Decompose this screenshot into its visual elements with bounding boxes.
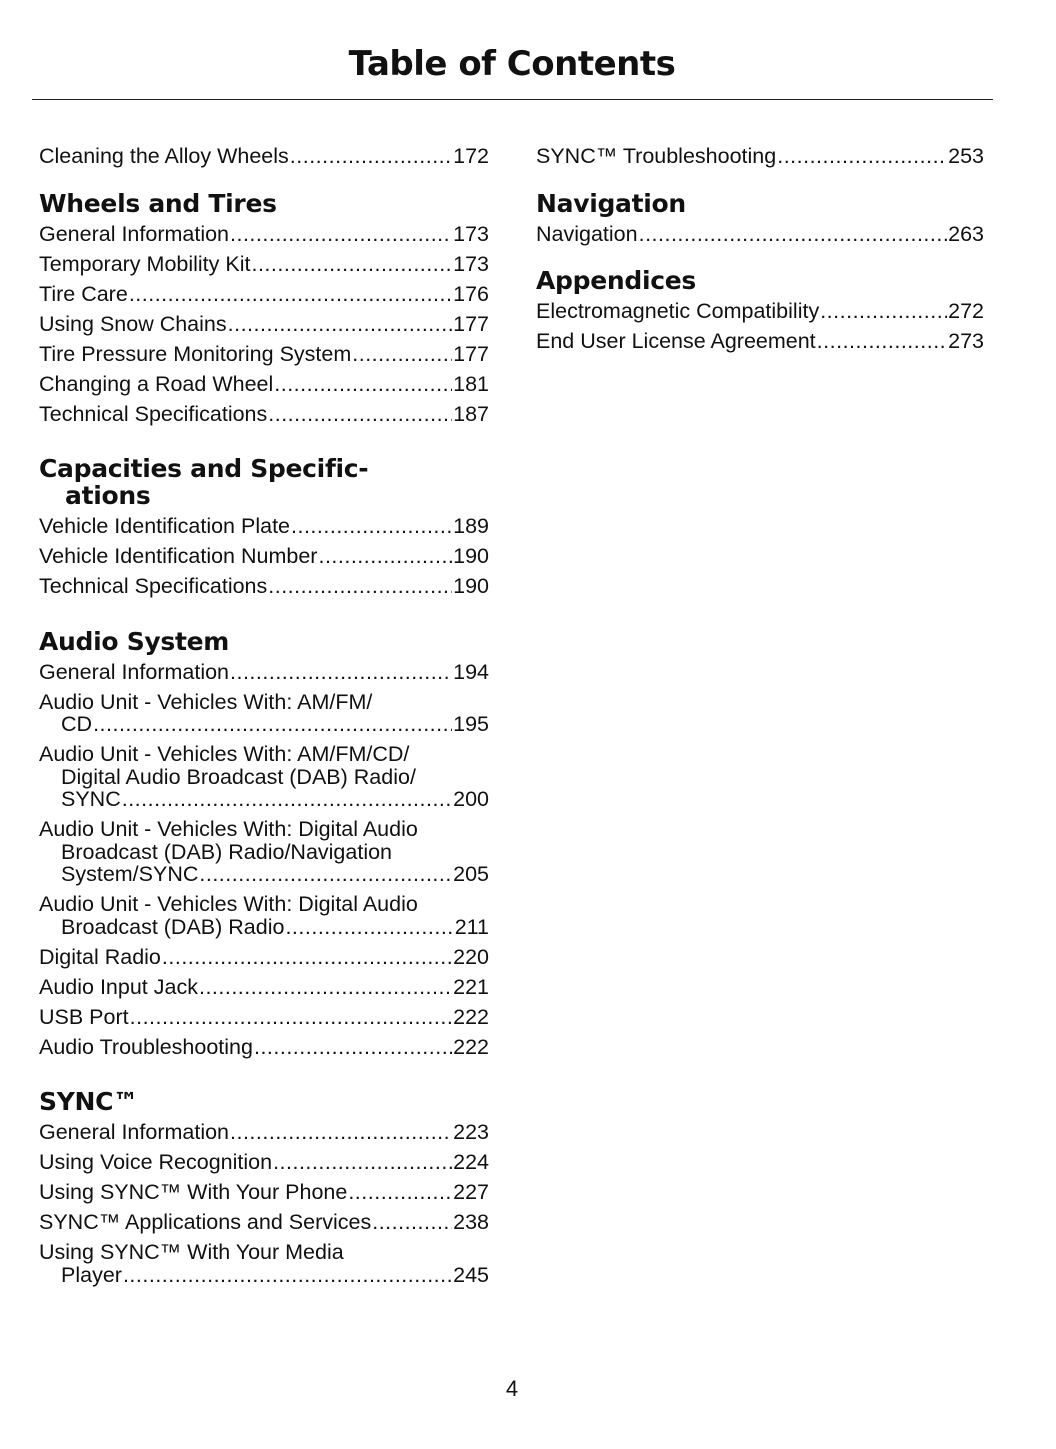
toc-entry[interactable]: Audio Unit - Vehicles With: AM/FM/ CD ..... 195 <box>39 691 489 736</box>
toc-section-intro-left <box>39 145 489 168</box>
toc-entry[interactable]: Digital Radio ..... 220 <box>39 946 489 969</box>
toc-entry[interactable]: Navigation ..... 263 <box>536 223 984 246</box>
toc-section-wheels-and-tires <box>39 190 489 426</box>
section-heading: Appendices <box>536 266 697 295</box>
toc-section-audio-system <box>39 628 489 1059</box>
toc-entry[interactable]: End User License Agreement ..... 273 <box>536 330 984 353</box>
toc-left-column <box>39 145 489 1294</box>
toc-entry[interactable]: SYNC™ Applications and Services ..... 238 <box>39 1211 489 1234</box>
section-heading-line: Capacities and Specific- <box>39 454 369 483</box>
toc-right-column <box>536 145 984 360</box>
toc-section-appendices <box>536 267 984 353</box>
section-heading: Audio System <box>39 626 230 656</box>
toc-entry[interactable]: Using SYNC™ With Your Media Player ..... 245 <box>39 1241 489 1286</box>
toc-entry[interactable]: USB Port ..... 222 <box>39 1006 489 1029</box>
toc-entry-sync-troubleshooting[interactable]: SYNC™ Troubleshooting ..... 253 <box>536 145 984 168</box>
toc-entry[interactable]: Temporary Mobility Kit ..... 173 <box>39 253 489 276</box>
toc-section-sync <box>39 1088 489 1286</box>
toc-entry[interactable]: Changing a Road Wheel ..... 181 <box>39 373 489 396</box>
toc-section-navigation <box>536 190 984 246</box>
page-title: Table of Contents <box>348 44 676 84</box>
toc-section-intro-right <box>536 145 984 168</box>
toc-entry[interactable]: Tire Pressure Monitoring System ..... 177 <box>39 343 489 366</box>
toc-entry[interactable]: Technical Specifications ..... 190 <box>39 575 489 598</box>
toc-entry[interactable]: Technical Specifications ..... 187 <box>39 403 489 426</box>
title-divider <box>32 99 993 100</box>
toc-entry[interactable]: General Information ..... 223 <box>39 1121 489 1144</box>
toc-entry[interactable]: Using Voice Recognition ..... 224 <box>39 1151 489 1174</box>
toc-entry[interactable]: Vehicle Identification Plate ..... 189 <box>39 515 489 538</box>
toc-entry[interactable]: Audio Unit - Vehicles With: AM/FM/CD/ Digital Audio Broadcast (DAB) Radio/ SYNC ..... 200 <box>39 743 489 811</box>
toc-entry[interactable]: Audio Unit - Vehicles With: Digital Audio Broadcast (DAB) Radio ..... 211 <box>39 893 489 938</box>
toc-entry[interactable]: Tire Care ..... 176 <box>39 283 489 306</box>
toc-entry[interactable]: General Information ..... 194 <box>39 661 489 684</box>
toc-entry[interactable]: Electromagnetic Compatibility ..... 272 <box>536 300 984 323</box>
toc-entry[interactable]: Audio Input Jack ..... 221 <box>39 976 489 999</box>
toc-entry[interactable]: Audio Unit - Vehicles With: Digital Audio Broadcast (DAB) Radio/Navigation System/SYNC ..... 205 <box>39 818 489 886</box>
toc-entry[interactable]: Audio Troubleshooting ..... 222 <box>39 1036 489 1059</box>
section-heading: SYNC™ <box>39 1087 138 1116</box>
section-heading: Wheels and Tires <box>39 188 277 218</box>
page-number: 4 <box>505 1376 519 1401</box>
toc-section-capacities <box>39 455 489 598</box>
toc-entry-cleaning-alloy-wheels[interactable]: Cleaning the Alloy Wheels ..... 172 <box>39 145 489 168</box>
section-heading: Navigation <box>536 188 686 218</box>
section-heading <box>39 455 489 509</box>
toc-entry[interactable]: General Information ..... 173 <box>39 223 489 246</box>
section-heading-line: ations <box>65 481 151 510</box>
toc-entry[interactable]: Using SYNC™ With Your Phone ..... 227 <box>39 1181 489 1204</box>
toc-entry[interactable]: Using Snow Chains ..... 177 <box>39 313 489 336</box>
toc-entry[interactable]: Vehicle Identification Number ..... 190 <box>39 545 489 568</box>
